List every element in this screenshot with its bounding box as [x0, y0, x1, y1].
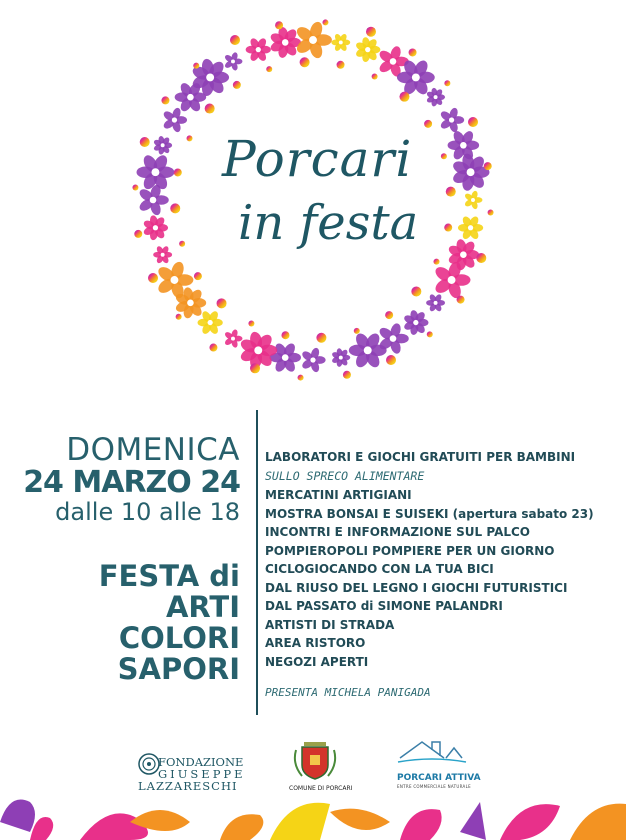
event-date: 24 MARZO 24 — [23, 465, 240, 500]
wreath-dot-icon — [444, 224, 452, 232]
wreath-flower-icon — [224, 329, 243, 349]
wreath-dot-icon — [444, 80, 450, 86]
wreath-flower-icon — [142, 215, 168, 241]
wreath-dot-icon — [484, 162, 492, 170]
festa-line-4: SAPORI — [117, 652, 240, 686]
wreath-dot-icon — [354, 328, 360, 334]
wreath-flower-icon — [153, 135, 172, 155]
wreath-dot-icon — [366, 27, 376, 37]
program-item: DAL PASSATO di SIMONE PALANDRI — [265, 599, 503, 613]
wreath-dot-icon — [409, 48, 417, 56]
wreath-dot-icon — [316, 333, 326, 343]
program-item: DAL RIUSO DEL LEGNO I GIOCHI FUTURISTICI — [265, 580, 568, 595]
wreath-dot-icon — [446, 187, 456, 197]
wreath-dot-icon — [476, 253, 486, 263]
program-item: POMPIEROPOLI POMPIERE PER UN GIORNO — [265, 543, 555, 558]
wreath-dot-icon — [322, 19, 328, 25]
column-divider — [256, 410, 258, 715]
wreath-dot-icon — [386, 355, 396, 365]
wreath-dot-icon — [457, 296, 465, 304]
wreath-flower-icon — [153, 245, 172, 264]
program-item: INCONTRI E INFORMAZIONE SUL PALCO — [265, 525, 531, 539]
program-item: LABORATORI E GIOCHI GRATUITI PER BAMBINI — [265, 450, 576, 464]
wreath-dot-icon — [174, 168, 182, 176]
festa-line-3: COLORI — [118, 621, 240, 655]
program-item: AREA RISTORO — [265, 636, 366, 650]
program-item: NEGOZI APERTI — [265, 654, 369, 669]
wreath-flower-icon — [426, 87, 445, 107]
wreath-flower-icon — [464, 190, 483, 210]
comune-label: COMUNE DI PORCARI — [289, 785, 353, 792]
wreath-flower-icon — [331, 33, 350, 52]
fondazione-name-1: FONDAZIONE — [158, 755, 244, 769]
wreath-dot-icon — [372, 74, 378, 80]
wreath-dot-icon — [298, 375, 304, 381]
wreath-dot-icon — [433, 259, 439, 265]
wreath-dot-icon — [300, 57, 310, 67]
wreath-flower-icon — [349, 331, 387, 369]
program-item: CICLOGIOCANDO CON LA TUA BICI — [265, 562, 494, 576]
wreath-dot-icon — [424, 120, 432, 128]
event-day: DOMENICA — [66, 432, 240, 468]
wreath-dot-icon — [148, 273, 158, 283]
wreath-dot-icon — [194, 272, 202, 280]
program-list — [265, 448, 615, 671]
wreath-dot-icon — [134, 230, 142, 238]
attiva-sublabel: ENTRE COMMERCIALE NATURALE — [397, 784, 471, 789]
wreath-flower-icon — [439, 107, 464, 133]
wreath-dot-icon — [281, 331, 289, 339]
wreath-dot-icon — [170, 203, 180, 213]
festa-line-1: FESTA di — [98, 559, 240, 593]
sponsor-logos — [0, 720, 626, 790]
wreath-flower-icon — [239, 331, 277, 370]
fondazione-name-3: LAZZARESCHI — [138, 779, 238, 793]
wreath-dot-icon — [176, 314, 182, 320]
wreath-dot-icon — [385, 311, 393, 319]
decorative-flower-border — [0, 792, 626, 840]
comune-crest-icon — [295, 742, 335, 779]
wreath-dot-icon — [179, 241, 185, 247]
wreath-dot-icon — [233, 81, 241, 89]
presenter-line: PRESENTA MICHELA PANIGADA — [265, 686, 431, 699]
wreath-dot-icon — [488, 209, 494, 215]
wreath-dot-icon — [205, 104, 215, 114]
wreath-dot-icon — [399, 92, 409, 102]
wreath-flower-icon — [403, 309, 429, 335]
wreath-flower-icon — [269, 26, 301, 59]
wreath-dot-icon — [140, 137, 150, 147]
wreath-dot-icon — [193, 63, 199, 69]
logo-title-line2: in festa — [238, 195, 419, 251]
wreath-dot-icon — [248, 320, 254, 326]
program-item: SULLO SPRECO ALIMENTARE — [265, 468, 425, 483]
wreath-dot-icon — [209, 344, 217, 352]
attiva-label: PORCARI ATTIVA — [397, 773, 481, 783]
wreath-dot-icon — [337, 61, 345, 69]
wreath-dot-icon — [427, 331, 433, 337]
wreath-flower-icon — [331, 348, 350, 368]
wreath-dot-icon — [441, 153, 447, 159]
wreath-dot-icon — [266, 66, 272, 72]
program-item: ARTISTI DI STRADA — [265, 617, 395, 632]
wreath-dot-icon — [230, 35, 240, 45]
program-item: MERCATINI ARTIGIANI — [265, 488, 412, 502]
festa-line-2: ARTI — [165, 590, 240, 624]
wreath-flower-icon — [355, 37, 381, 63]
wreath-dot-icon — [343, 371, 351, 379]
wreath-dot-icon — [411, 286, 421, 296]
wreath-flower-icon — [198, 310, 223, 336]
wreath-dot-icon — [132, 185, 138, 191]
wreath-flower-icon — [458, 215, 483, 241]
wreath-dot-icon — [217, 298, 227, 308]
logo-title-line1: Porcari — [222, 130, 413, 188]
wreath-dot-icon — [187, 135, 193, 141]
wreath-flower-icon — [246, 37, 271, 63]
wreath-flower-icon — [301, 347, 326, 373]
wreath-flower-icon — [426, 293, 445, 312]
wreath-dot-icon — [250, 363, 260, 373]
event-hours: dalle 10 alle 18 — [55, 498, 240, 526]
program-item: MOSTRA BONSAI E SUISEKI (apertura sabato 23) — [265, 506, 594, 521]
wreath-dot-icon — [275, 21, 283, 29]
porcari-attiva-logo-icon — [398, 742, 466, 762]
wreath-flower-icon — [294, 20, 332, 60]
fondazione-logo-icon — [139, 754, 159, 774]
wreath-dot-icon — [161, 96, 169, 104]
fondazione-name-2: GIUSEPPE — [158, 767, 246, 781]
wreath-flower-icon — [224, 52, 243, 72]
wreath-dot-icon — [468, 117, 478, 127]
